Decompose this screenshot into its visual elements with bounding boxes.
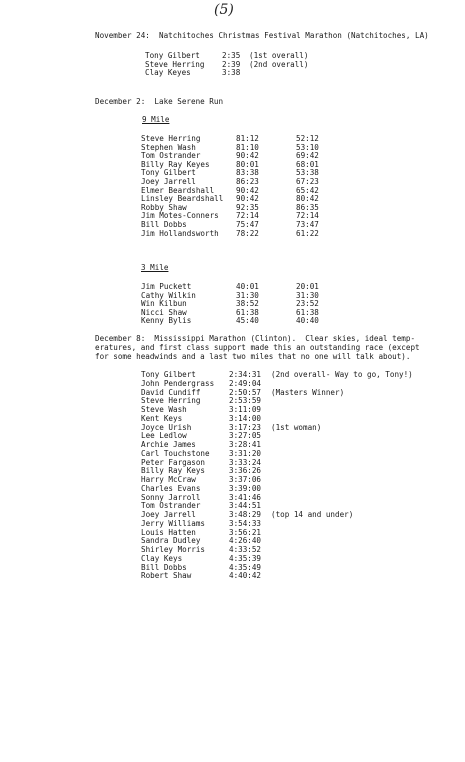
result-time: 2:49:04 — [229, 378, 262, 388]
result-name: Jim Hollandsworth — [141, 228, 219, 238]
result-name: Sonny Jarroll — [141, 492, 201, 502]
heading-line: eratures, and first class support made this an outstanding race (except — [95, 343, 420, 352]
result-time: 40:40 — [296, 316, 319, 326]
result-time: 69:42 — [296, 151, 319, 161]
result-time: 78:22 — [236, 228, 259, 238]
mississippi-heading — [95, 334, 420, 361]
result-note — [271, 414, 413, 423]
result-time: 61:22 — [296, 228, 319, 238]
nine-mile-time1 — [236, 134, 259, 237]
result-note — [271, 396, 413, 405]
lake-serene-heading: December 2: Lake Serene Run — [95, 97, 224, 106]
result-time: 81:12 — [236, 134, 259, 143]
result-name: Tony Gilbert — [141, 168, 196, 178]
result-time: 75:47 — [236, 219, 259, 229]
result-name: Billy Ray Keyes — [141, 159, 210, 169]
result-time: 83:38 — [236, 168, 259, 178]
result-note — [271, 449, 413, 458]
result-note: (top 14 and under) — [271, 510, 354, 519]
result-name: Lee Ledlow — [141, 431, 187, 441]
result-time: 3:54:33 — [229, 518, 262, 528]
result-name: John Pendergrass — [141, 378, 215, 388]
nine-mile-time2 — [296, 134, 319, 237]
result-time: 90:42 — [236, 185, 259, 195]
natchitoches-names — [145, 51, 204, 77]
result-name: Kent Keys — [141, 413, 183, 423]
result-time: 3:48:29 — [229, 510, 262, 519]
result-time: 53:38 — [296, 168, 319, 178]
result-name: Steve Herring — [141, 396, 201, 406]
result-name: Archie James — [141, 440, 196, 449]
result-time: 3:33:24 — [229, 457, 262, 467]
three-mile-names — [141, 282, 196, 325]
result-note — [271, 571, 413, 580]
result-name: Tony Gilbert — [145, 51, 200, 60]
result-name: Tom Ostrander — [141, 151, 201, 161]
result-time: 92:35 — [236, 202, 259, 212]
result-time: 3:11:09 — [229, 405, 262, 414]
result-name: Charles Evans — [141, 483, 201, 493]
result-name: Billy Ray Keys — [141, 466, 206, 476]
result-time: 23:52 — [296, 299, 319, 309]
result-name: Clay Keys — [141, 553, 183, 563]
result-time: 4:35:39 — [229, 553, 262, 563]
result-time: 86:23 — [236, 176, 259, 186]
result-time: 31:30 — [236, 290, 259, 300]
natchitoches-times — [222, 51, 240, 77]
result-time: 86:35 — [296, 202, 319, 212]
result-time: 4:26:40 — [229, 536, 262, 546]
result-name: Robert Shaw — [141, 571, 192, 581]
result-time: 31:30 — [296, 290, 319, 300]
result-note — [271, 545, 413, 554]
page-number: (5) — [214, 2, 234, 18]
heading-line: December 8: Mississippi Marathon (Clinton). Clear skies, ideal temp- — [95, 334, 416, 343]
result-time: 4:40:42 — [229, 571, 262, 581]
result-name: Bill Dobbs — [141, 562, 187, 572]
result-name: Clay Keyes — [145, 68, 191, 78]
result-name: Stephen Wash — [141, 142, 196, 152]
three-mile-time2 — [296, 282, 319, 325]
result-time: 3:17:23 — [229, 422, 262, 432]
heading-line: for some headwinds and a last two miles that no one will talk about). — [95, 352, 411, 361]
result-time: 65:42 — [296, 185, 319, 195]
result-name: Steve Herring — [145, 59, 205, 69]
nine-mile-names — [141, 134, 223, 237]
result-name: Peter Fargason — [141, 457, 206, 467]
result-note — [271, 431, 413, 440]
result-note — [271, 519, 413, 528]
result-name: Cathy Wilkin — [141, 290, 196, 300]
result-note — [271, 528, 413, 537]
result-name: Louis Hatten — [141, 527, 196, 537]
result-note — [271, 440, 413, 449]
result-note — [271, 536, 413, 545]
result-time: 73:47 — [296, 219, 319, 229]
result-note — [249, 68, 308, 77]
result-name: Nicci Shaw — [141, 307, 187, 317]
result-name: Bill Dobbs — [141, 219, 187, 229]
result-note — [271, 554, 413, 563]
result-time: 72:14 — [296, 211, 319, 221]
result-time: 4:33:52 — [229, 545, 262, 554]
result-time: 90:42 — [236, 194, 259, 204]
result-time: 40:01 — [236, 282, 259, 291]
natchitoches-heading: November 24: Natchitoches Christmas Festival Marathon (Natchitoches, LA) — [95, 31, 429, 40]
result-time: 3:38 — [222, 68, 241, 78]
result-time: 2:50:57 — [229, 387, 262, 397]
result-name: Sandra Dudley — [141, 536, 201, 546]
result-time: 72:14 — [236, 211, 259, 221]
result-name: Jim Motes-Conners — [141, 211, 219, 221]
mississippi-names — [141, 370, 214, 580]
result-name: Joyce Urish — [141, 422, 192, 432]
result-note: (Masters Winner) — [271, 387, 345, 397]
result-time: 2:34:31 — [229, 370, 262, 379]
result-time: 3:37:06 — [229, 475, 262, 484]
result-time: 3:28:41 — [229, 440, 262, 449]
result-time: 4:35:49 — [229, 562, 262, 572]
result-note — [271, 466, 413, 475]
result-note: (1st woman) — [271, 422, 322, 432]
result-name: David Cundiff — [141, 387, 201, 397]
result-time: 61:38 — [296, 307, 319, 317]
three-mile-time1 — [236, 282, 259, 325]
result-time: 38:52 — [236, 299, 259, 309]
result-time: 3:27:05 — [229, 431, 262, 441]
result-name: Tom Ostrander — [141, 501, 201, 511]
result-time: 2:53:59 — [229, 396, 262, 406]
natchitoches-notes — [249, 51, 308, 77]
result-name: Harry McCraw — [141, 475, 196, 484]
result-time: 80:01 — [236, 159, 259, 169]
result-name: Carl Touchstone — [141, 448, 210, 458]
result-time: 3:44:51 — [229, 501, 262, 511]
result-note — [271, 484, 413, 493]
result-name: Win Kilbun — [141, 299, 187, 309]
result-time: 80:42 — [296, 194, 319, 204]
result-note — [271, 475, 413, 484]
result-name: Steve Herring — [141, 134, 201, 143]
result-time: 53:10 — [296, 142, 319, 152]
result-name: Tony Gilbert — [141, 370, 196, 379]
result-name: Jim Puckett — [141, 282, 192, 291]
result-note: (1st overall) — [249, 51, 309, 60]
mississippi-notes — [271, 370, 413, 580]
three-mile-label: 3 Mile — [141, 263, 169, 272]
result-name: Joey Jarrell — [141, 510, 196, 519]
result-name: Joey Jarrell — [141, 176, 196, 186]
result-time: 45:40 — [236, 316, 259, 326]
result-time: 3:56:21 — [229, 527, 262, 537]
result-time: 3:41:46 — [229, 492, 262, 502]
result-time: 3:36:26 — [229, 466, 262, 476]
result-time: 2:39 — [222, 59, 241, 69]
result-time: 90:42 — [236, 151, 259, 161]
result-name: Jerry Williams — [141, 518, 206, 528]
result-note — [271, 405, 413, 414]
nine-mile-label: 9 Mile — [142, 115, 170, 124]
result-time: 68:01 — [296, 159, 319, 169]
result-note: (2nd overall- Way to go, Tony!) — [271, 370, 413, 379]
result-note — [271, 493, 413, 502]
result-name: Shirley Morris — [141, 545, 206, 554]
result-time: 52:12 — [296, 134, 319, 143]
result-time: 81:10 — [236, 142, 259, 152]
result-time: 3:39:00 — [229, 483, 262, 493]
mississippi-times — [229, 370, 261, 580]
result-time: 20:01 — [296, 282, 319, 291]
result-note — [271, 501, 413, 510]
result-time: 3:31:20 — [229, 448, 262, 458]
result-name: Linsley Beardshall — [141, 194, 224, 204]
result-note — [271, 563, 413, 572]
result-time: 67:23 — [296, 176, 319, 186]
result-name: Elmer Beardshall — [141, 185, 215, 195]
result-time: 2:35 — [222, 51, 241, 60]
result-name: Steve Wash — [141, 405, 187, 414]
result-time: 3:14:00 — [229, 413, 262, 423]
result-note: (2nd overall) — [249, 59, 309, 69]
result-note — [271, 458, 413, 467]
result-name: Kenny Bylis — [141, 316, 192, 326]
result-time: 61:38 — [236, 307, 259, 317]
result-note — [271, 379, 413, 388]
result-name: Robby Shaw — [141, 202, 187, 212]
